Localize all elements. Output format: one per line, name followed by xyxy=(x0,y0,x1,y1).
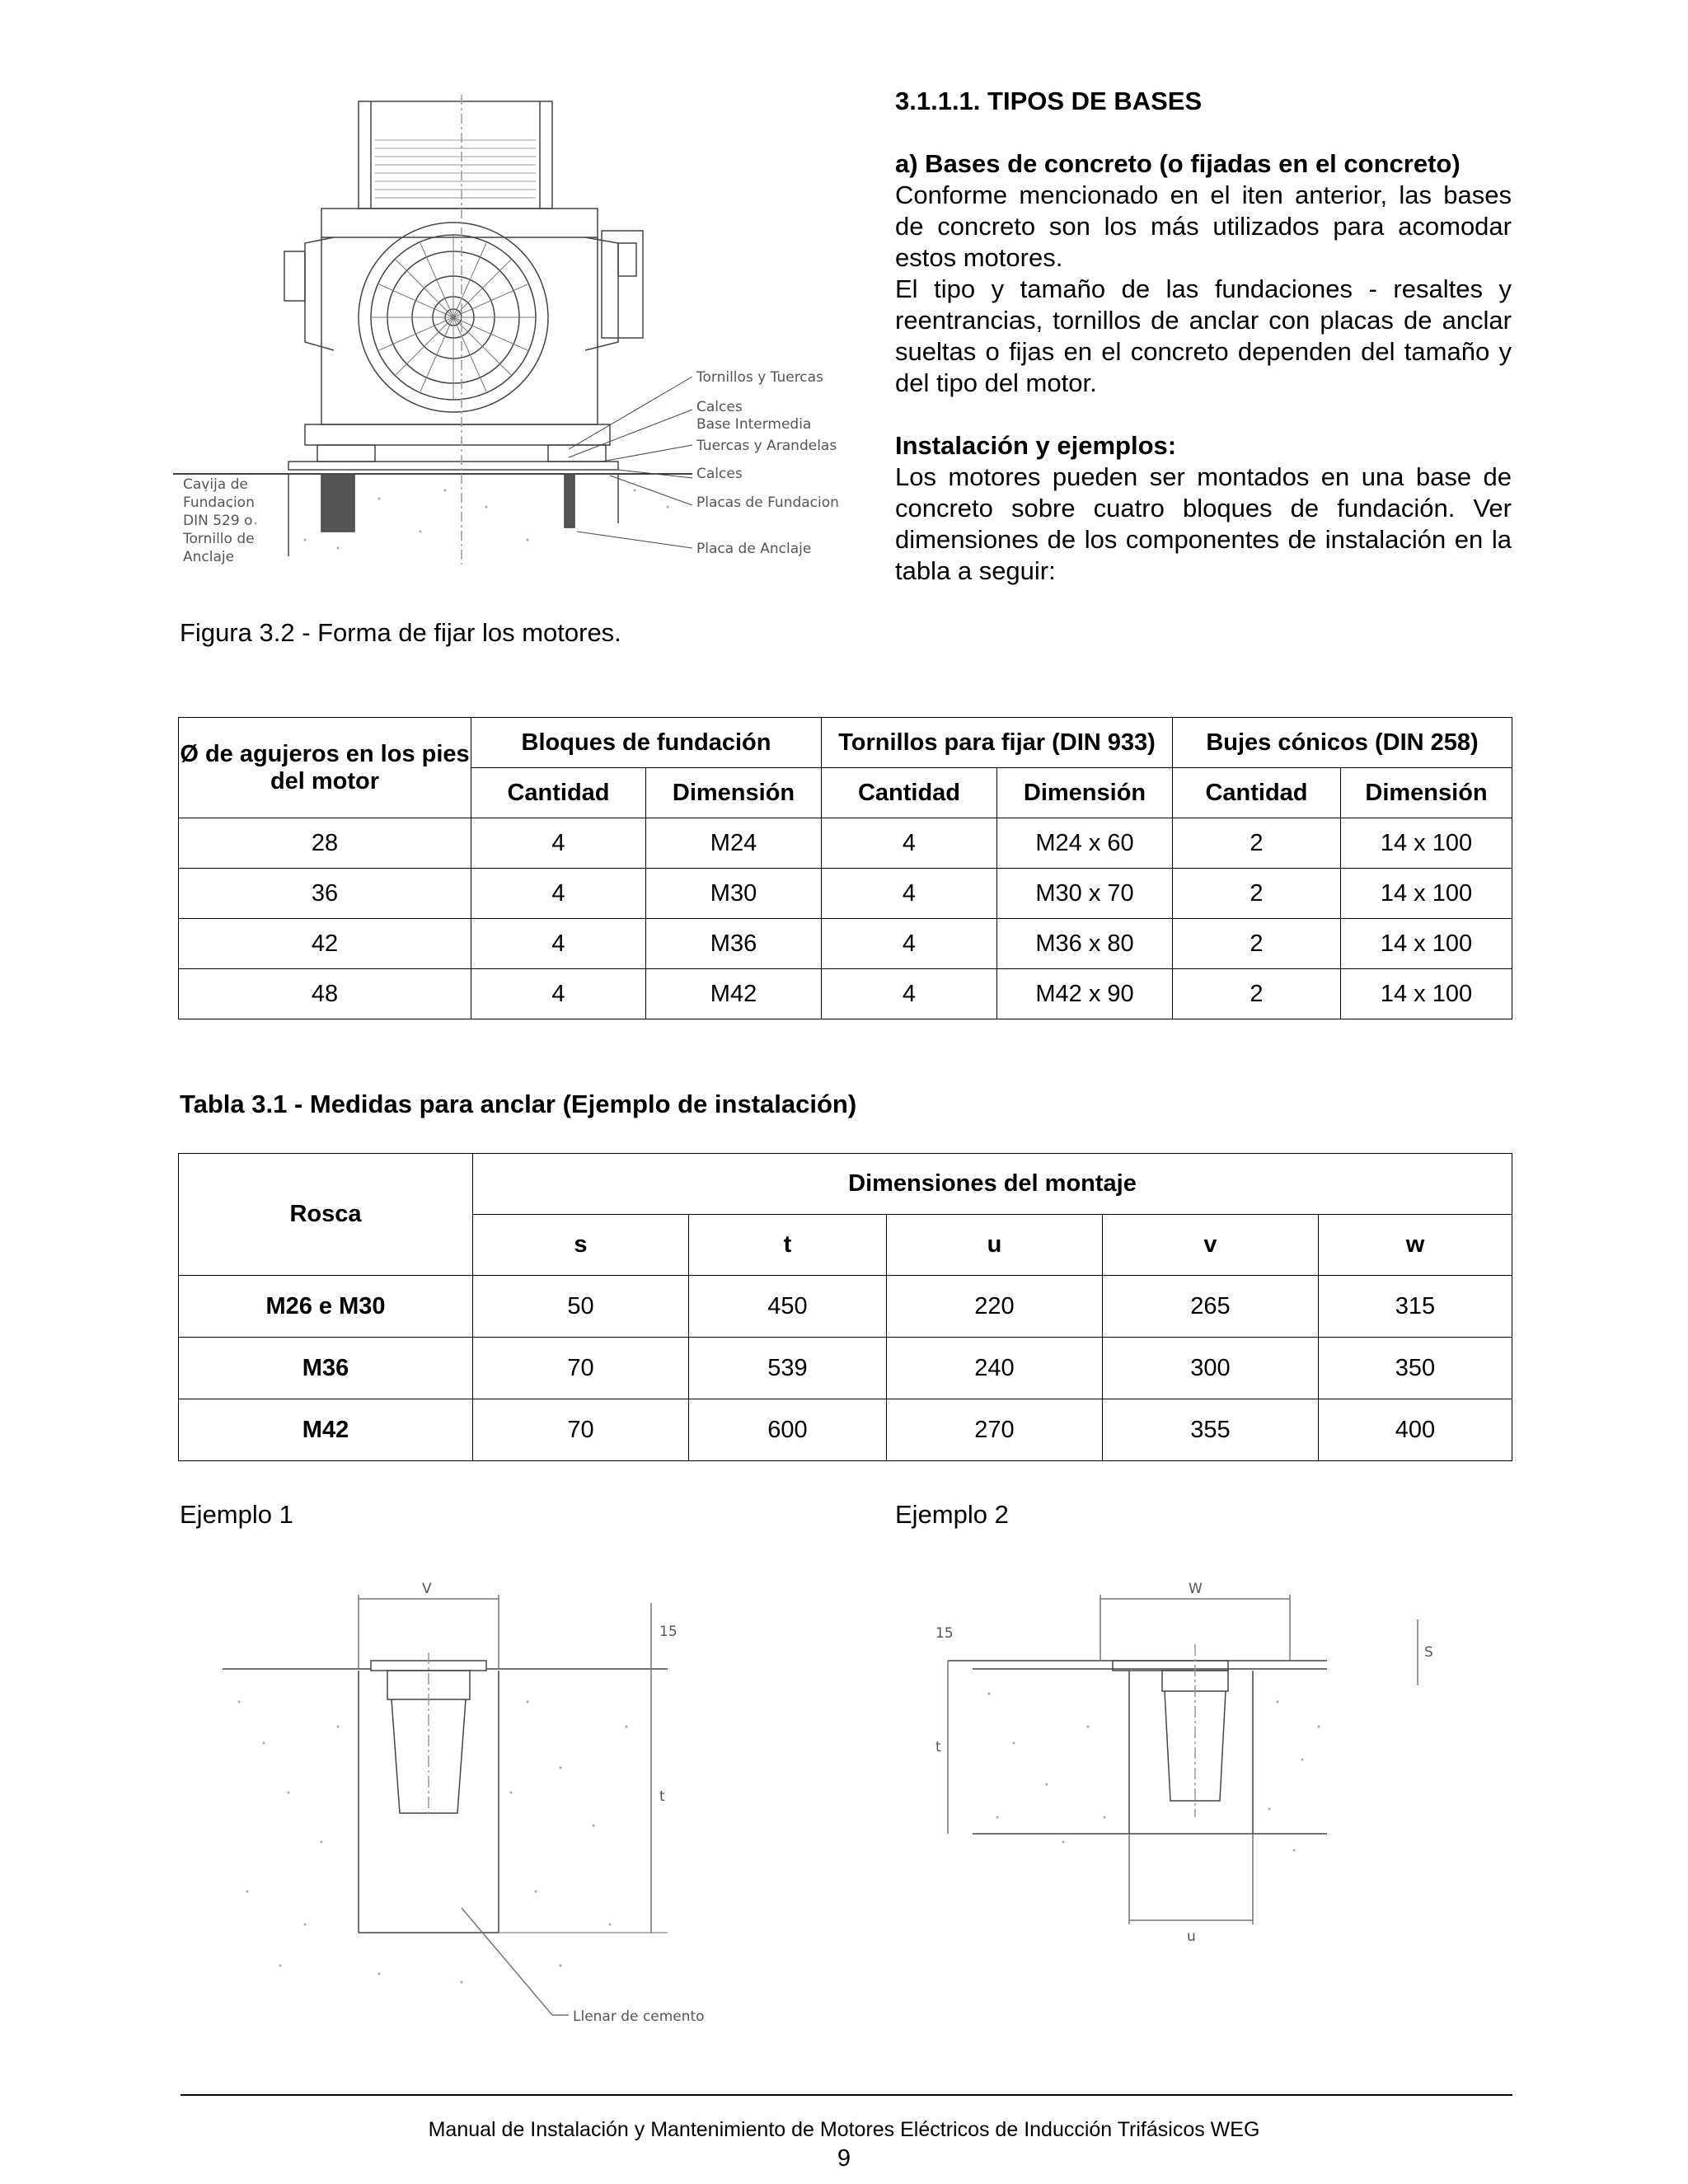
table-row xyxy=(179,869,1512,919)
figure-caption: Figura 3.2 - Forma de fijar los motores. xyxy=(180,618,621,647)
dim-t-label-2: t xyxy=(935,1739,941,1755)
label-cavija-2: Fundacion xyxy=(183,494,255,511)
paragraph-2: El tipo y tamaño de las fundaciones - resaltes y reentrancias, tornillos de anclar con placas de anclar sueltas o fijas en el concreto dependen del tamaño y del tipo del motor. xyxy=(895,274,1512,397)
example-2-label: Ejemplo 2 xyxy=(895,1500,1009,1529)
table-cell: 28 xyxy=(179,818,471,869)
mounting-dimensions-table xyxy=(178,1153,1512,1461)
table-cell: 14 x 100 xyxy=(1341,869,1512,919)
label-cavija-3: DIN 529 o xyxy=(183,513,253,529)
table-cell: M24 xyxy=(646,818,822,869)
subheading-bases-concreto: a) Bases de concreto (o fijadas en el concreto) xyxy=(895,149,1461,178)
subheading-instalacion: Instalación y ejemplos: xyxy=(895,431,1177,460)
group-header-tornillos: Tornillos para fijar (DIN 933) xyxy=(822,718,1173,768)
table-row xyxy=(179,1276,1512,1338)
example-2-drawing xyxy=(931,1578,1508,2023)
table-cell: M26 e M30 xyxy=(179,1276,473,1338)
group-header-bujes: Bujes cónicos (DIN 258) xyxy=(1173,718,1512,768)
motor-foundation-figure xyxy=(173,95,857,565)
section-heading: 3.1.1.1. TIPOS DE BASES xyxy=(895,87,1203,115)
table-cell: 4 xyxy=(822,818,997,869)
table-cell: 539 xyxy=(689,1338,887,1399)
label-cavija-1: Cavija de xyxy=(183,476,248,493)
table-cell: 2 xyxy=(1173,919,1341,969)
table-cell: 4 xyxy=(471,919,646,969)
table-cell: 14 x 100 xyxy=(1341,969,1512,1019)
label-cavija-5: Anclaje xyxy=(183,549,235,565)
table-cell: M42 xyxy=(179,1399,473,1461)
table-cell: M30 xyxy=(646,869,822,919)
col-header-u: u xyxy=(887,1215,1103,1276)
col-header-s: s xyxy=(473,1215,689,1276)
label-calces-2: Calces xyxy=(696,466,743,482)
dim-v-label: V xyxy=(422,1581,432,1597)
table-cell: 70 xyxy=(473,1338,689,1399)
col-header-dimension: Dimensión xyxy=(997,768,1173,818)
example-1-drawing xyxy=(214,1578,791,2040)
table-cell: 2 xyxy=(1173,969,1341,1019)
label-tuercas: Tuercas y Arandelas xyxy=(696,438,837,454)
table-cell: 36 xyxy=(179,869,471,919)
table-row xyxy=(179,969,1512,1019)
table-cell: 4 xyxy=(822,919,997,969)
label-cavija-4: Tornillo de xyxy=(183,531,255,547)
label-tornillos: Tornillos y Tuercas xyxy=(696,369,823,386)
dim-u-label: u xyxy=(1187,1929,1196,1945)
table-cell: 2 xyxy=(1173,869,1341,919)
label-placas: Placas de Fundacion xyxy=(696,494,839,511)
label-base-intermedia: Base Intermedia xyxy=(696,416,812,433)
table-row xyxy=(179,818,1512,869)
table-cell: 4 xyxy=(471,869,646,919)
table-row xyxy=(179,1399,1512,1461)
group-header-dimensiones: Dimensiones del montaje xyxy=(473,1154,1512,1215)
footer-text: Manual de Instalación y Mantenimiento de Motores Eléctricos de Inducción Trifásicos WEG xyxy=(428,2118,1260,2141)
table1-caption: Tabla 3.1 - Medidas para anclar (Ejemplo de instalación) xyxy=(180,1090,857,1118)
table-row xyxy=(179,1338,1512,1399)
table-cell: M24 x 60 xyxy=(997,818,1173,869)
paragraph-3: Los motores pueden ser montados en una base de concreto sobre cuatro bloques de fundación. Ver dimensiones de los componentes de instalación en la tabla a seguir: xyxy=(895,462,1512,585)
table-cell: 600 xyxy=(689,1399,887,1461)
col-header-agujeros: Ø de agujeros en los pies del motor xyxy=(179,718,471,818)
example-1-label: Ejemplo 1 xyxy=(180,1500,293,1529)
table-cell: 4 xyxy=(822,869,997,919)
table-cell: M42 xyxy=(646,969,822,1019)
table-cell: 350 xyxy=(1319,1338,1512,1399)
table-cell: M36 xyxy=(179,1338,473,1399)
table-cell: 315 xyxy=(1319,1276,1512,1338)
col-header-rosca: Rosca xyxy=(179,1154,473,1276)
cement-label: Llenar de cemento xyxy=(573,2008,705,2025)
table-cell: M30 x 70 xyxy=(997,869,1173,919)
table-cell: 220 xyxy=(887,1276,1103,1338)
label-placa-anclaje: Placa de Anclaje xyxy=(696,541,812,557)
table-cell: 50 xyxy=(473,1276,689,1338)
footer-divider xyxy=(181,2094,1512,2096)
anchor-table xyxy=(178,717,1512,1019)
table-cell: 4 xyxy=(822,969,997,1019)
group-header-bloques: Bloques de fundación xyxy=(471,718,822,768)
table-cell: 400 xyxy=(1319,1399,1512,1461)
table-cell: 48 xyxy=(179,969,471,1019)
table-cell: 240 xyxy=(887,1338,1103,1399)
table-row xyxy=(179,919,1512,969)
dim-15-label: 15 xyxy=(659,1624,678,1640)
col-header-cantidad: Cantidad xyxy=(1173,768,1341,818)
table-cell: 70 xyxy=(473,1399,689,1461)
label-calces-1: Calces xyxy=(696,399,743,415)
table-cell: 42 xyxy=(179,919,471,969)
table-cell: 265 xyxy=(1103,1276,1319,1338)
table-cell: 270 xyxy=(887,1399,1103,1461)
col-header-v: v xyxy=(1103,1215,1319,1276)
col-header-cantidad: Cantidad xyxy=(471,768,646,818)
col-header-w: w xyxy=(1319,1215,1512,1276)
dim-w-label: W xyxy=(1189,1581,1203,1597)
table-cell: M36 x 80 xyxy=(997,919,1173,969)
table-cell: 355 xyxy=(1103,1399,1319,1461)
table-cell: 450 xyxy=(689,1276,887,1338)
table-cell: 4 xyxy=(471,969,646,1019)
table-cell: 300 xyxy=(1103,1338,1319,1399)
table-cell: 4 xyxy=(471,818,646,869)
dim-15-label-2: 15 xyxy=(935,1625,954,1642)
col-header-cantidad: Cantidad xyxy=(822,768,997,818)
dim-t-label: t xyxy=(659,1788,665,1805)
table-cell: 2 xyxy=(1173,818,1341,869)
table-cell: 14 x 100 xyxy=(1341,919,1512,969)
col-header-t: t xyxy=(689,1215,887,1276)
paragraph-1: Conforme mencionado en el iten anterior, las bases de concreto son los más utilizados para acomodar estos motores. xyxy=(895,180,1512,272)
table-cell: M42 x 90 xyxy=(997,969,1173,1019)
page-number: 9 xyxy=(837,2145,851,2172)
table-cell: 14 x 100 xyxy=(1341,818,1512,869)
col-header-dimension: Dimensión xyxy=(1341,768,1512,818)
dim-s-label: S xyxy=(1424,1644,1433,1661)
table-cell: M36 xyxy=(646,919,822,969)
col-header-dimension: Dimensión xyxy=(646,768,822,818)
section-text xyxy=(895,86,1512,587)
